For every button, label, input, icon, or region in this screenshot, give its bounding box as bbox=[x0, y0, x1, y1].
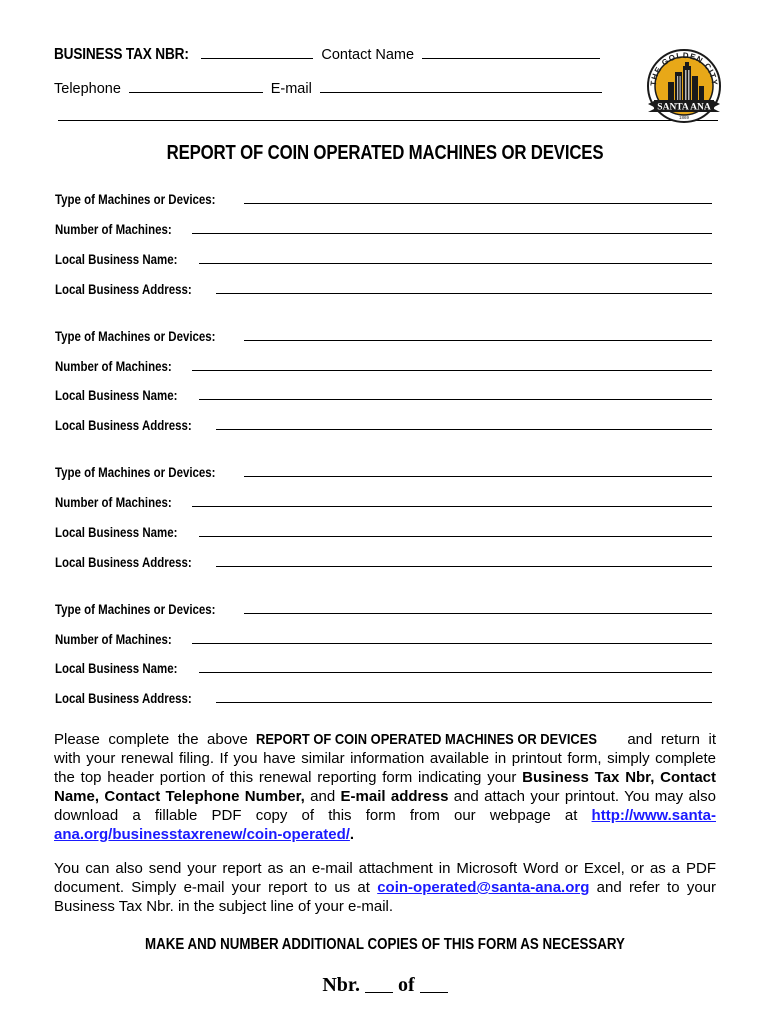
address-input-line[interactable] bbox=[216, 293, 712, 294]
instr-report-title: REPORT OF COIN OPERATED MACHINES OR DEVICES bbox=[256, 731, 598, 748]
webpage-link[interactable]: http://www.santa-ana.org/businesstaxrenew/coin-operated/ bbox=[54, 807, 716, 843]
number-field-2[interactable] bbox=[55, 356, 712, 374]
address-input-line[interactable] bbox=[216, 702, 712, 703]
name-label: Local Business Name: bbox=[55, 661, 178, 676]
instr-text: and bbox=[304, 788, 341, 805]
type-field-4[interactable] bbox=[55, 599, 712, 617]
instr-emphasis: Business Tax Nbr, Contact Name, Contact Telephone Number, bbox=[54, 769, 716, 805]
type-label: Type of Machines or Devices: bbox=[55, 329, 216, 344]
header-divider bbox=[58, 120, 718, 121]
address-input-line[interactable] bbox=[216, 429, 712, 430]
instructions-paragraph bbox=[54, 730, 716, 844]
number-label: Number of Machines: bbox=[55, 632, 172, 647]
business-tax-label: BUSINESS TAX NBR: bbox=[54, 46, 189, 63]
name-field-2[interactable] bbox=[55, 385, 712, 403]
instr-text: . bbox=[349, 826, 355, 843]
telephone-label: Telephone bbox=[54, 81, 121, 97]
page-number-line bbox=[0, 974, 770, 997]
address-field-3[interactable] bbox=[55, 552, 712, 570]
contact-name-field[interactable] bbox=[422, 57, 600, 59]
instr-text: You can also send your report as an e-mail attachment in Microsoft Word or Excel, or as a PDF document. Simply e-mail your report to us at bbox=[54, 860, 716, 896]
name-label: Local Business Name: bbox=[55, 388, 178, 403]
of-label: of bbox=[397, 974, 415, 996]
number-label: Number of Machines: bbox=[55, 222, 172, 237]
of-total-field[interactable] bbox=[420, 992, 448, 993]
svg-text:THE GOLDEN CITY: THE GOLDEN CITY bbox=[648, 50, 720, 87]
telephone-field[interactable] bbox=[129, 91, 263, 93]
email-label: E-mail bbox=[270, 81, 312, 97]
type-field-1[interactable] bbox=[55, 189, 712, 207]
header-row-1 bbox=[54, 46, 600, 64]
instr-text: and return it with your renewal filing. If you have similar information available in printout form, simply complete the top header portion of this renewal reporting form indicating your bbox=[54, 731, 716, 786]
address-label: Local Business Address: bbox=[55, 691, 192, 706]
name-field-1[interactable] bbox=[55, 249, 712, 267]
instr-emphasis: E-mail address bbox=[340, 788, 449, 805]
address-field-1[interactable] bbox=[55, 279, 712, 297]
email-field[interactable] bbox=[320, 91, 602, 93]
type-input-line[interactable] bbox=[244, 476, 712, 477]
type-field-3[interactable] bbox=[55, 462, 712, 480]
number-input-line[interactable] bbox=[192, 643, 712, 644]
instr-text: Please complete the above bbox=[54, 731, 257, 748]
name-input-line[interactable] bbox=[199, 263, 712, 264]
name-input-line[interactable] bbox=[199, 536, 712, 537]
business-tax-field[interactable] bbox=[201, 57, 313, 59]
contact-name-label: Contact Name bbox=[321, 47, 415, 63]
number-input-line[interactable] bbox=[192, 233, 712, 234]
number-input-line[interactable] bbox=[192, 370, 712, 371]
type-label: Type of Machines or Devices: bbox=[55, 192, 216, 207]
svg-text:1869: 1869 bbox=[678, 115, 690, 120]
address-label: Local Business Address: bbox=[55, 282, 192, 297]
type-field-2[interactable] bbox=[55, 326, 712, 344]
address-label: Local Business Address: bbox=[55, 555, 192, 570]
number-field-3[interactable] bbox=[55, 492, 712, 510]
nbr-field[interactable] bbox=[365, 992, 393, 993]
name-field-4[interactable] bbox=[55, 658, 712, 676]
form-title: REPORT OF COIN OPERATED MACHINES OR DEVICES bbox=[166, 142, 604, 164]
number-label: Number of Machines: bbox=[55, 359, 172, 374]
header-row-2 bbox=[54, 80, 602, 97]
type-label: Type of Machines or Devices: bbox=[55, 602, 216, 617]
name-label: Local Business Name: bbox=[55, 525, 178, 540]
address-field-2[interactable] bbox=[55, 415, 712, 433]
svg-text:SANTA ANA: SANTA ANA bbox=[657, 102, 711, 113]
santa-ana-city-seal bbox=[644, 46, 724, 126]
email-instructions-paragraph bbox=[54, 859, 716, 916]
nbr-label: Nbr. bbox=[322, 974, 360, 996]
number-label: Number of Machines: bbox=[55, 495, 172, 510]
number-input-line[interactable] bbox=[192, 506, 712, 507]
name-field-3[interactable] bbox=[55, 522, 712, 540]
type-input-line[interactable] bbox=[244, 203, 712, 204]
number-field-4[interactable] bbox=[55, 629, 712, 647]
type-input-line[interactable] bbox=[244, 613, 712, 614]
address-label: Local Business Address: bbox=[55, 418, 192, 433]
email-link[interactable]: coin-operated@santa-ana.org bbox=[377, 879, 590, 896]
name-label: Local Business Name: bbox=[55, 252, 178, 267]
type-label: Type of Machines or Devices: bbox=[55, 465, 216, 480]
name-input-line[interactable] bbox=[199, 672, 712, 673]
instr-text: and attach your printout. You may also download a fillable PDF copy of this form from our webpage at bbox=[54, 788, 716, 824]
instr-text: and refer to your Business Tax Nbr. in the subject line of your e-mail. bbox=[54, 879, 716, 915]
number-field-1[interactable] bbox=[55, 219, 712, 237]
make-copies-note: MAKE AND NUMBER ADDITIONAL COPIES OF THIS FORM AS NECESSARY bbox=[145, 936, 625, 953]
address-field-4[interactable] bbox=[55, 688, 712, 706]
name-input-line[interactable] bbox=[199, 399, 712, 400]
type-input-line[interactable] bbox=[244, 340, 712, 341]
address-input-line[interactable] bbox=[216, 566, 712, 567]
